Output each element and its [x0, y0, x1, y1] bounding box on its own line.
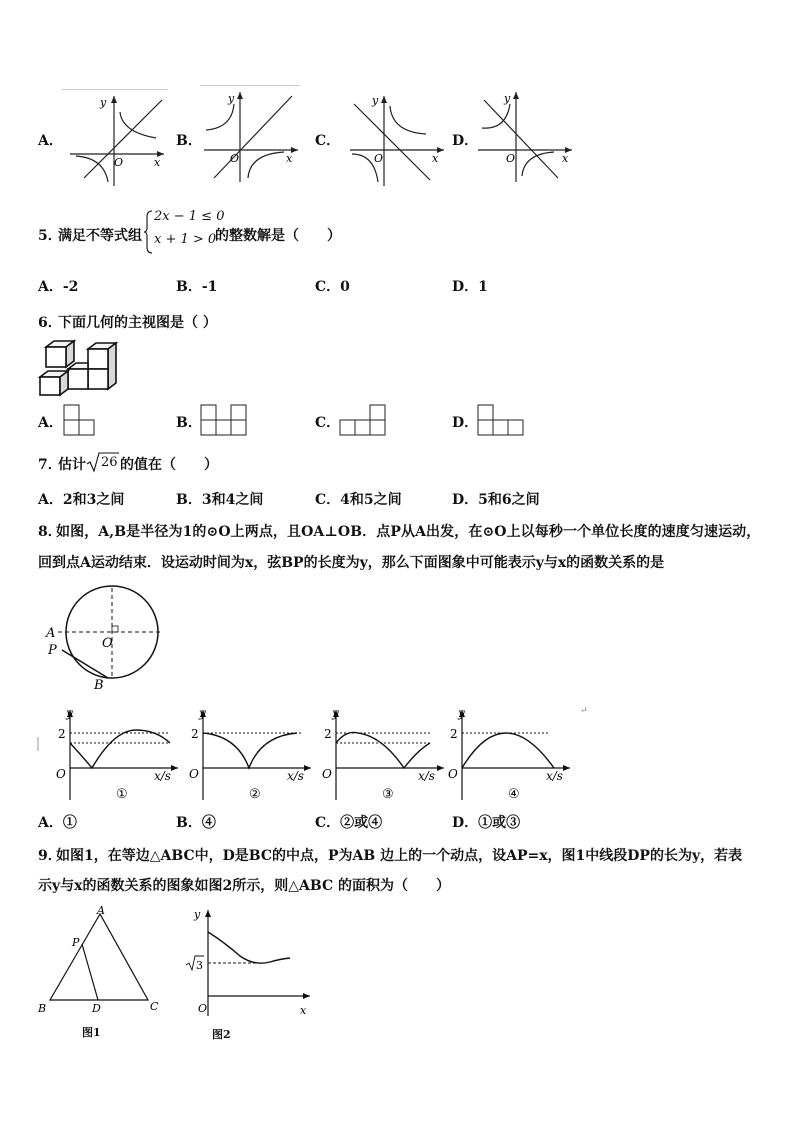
- q7-option-a[interactable]: [38, 489, 124, 509]
- y-axis-label: y: [504, 92, 511, 105]
- q6-option-c-figure[interactable]: [339, 404, 387, 436]
- q7-option-c[interactable]: [315, 489, 402, 509]
- y-axis-label: y: [332, 706, 339, 720]
- option-text: 0: [340, 279, 350, 295]
- option-letter: C．: [315, 492, 341, 508]
- q9-figure-1-caption: 图1: [82, 1026, 101, 1039]
- q4-graph-c: [346, 92, 446, 188]
- option-text: -1: [201, 279, 218, 295]
- option-text: 5和6之间: [478, 492, 540, 508]
- option-text: 4和5之间: [340, 492, 402, 508]
- y-axis-label: y: [66, 706, 73, 720]
- option-letter: D．: [452, 279, 479, 295]
- q5-inequality-2: x + 1 > 0: [154, 232, 217, 247]
- q6-option-b-figure[interactable]: [200, 404, 248, 436]
- q6-option-a-letter[interactable]: A．: [38, 415, 63, 431]
- y-axis-label: y: [199, 706, 206, 720]
- option-letter: D．: [452, 815, 479, 831]
- q5-option-c[interactable]: [315, 276, 350, 296]
- x-axis-label: x/s: [418, 769, 435, 783]
- q8-graph-4: [444, 706, 574, 802]
- q8-graph-1: [52, 706, 182, 802]
- q5-stem-after: 的整数解是（ ）: [215, 228, 341, 244]
- option-letter: B．: [176, 815, 202, 831]
- q9-triangle-figure: [34, 904, 164, 1022]
- q7-radicand: 26: [101, 455, 118, 470]
- option-letter: B．: [176, 279, 202, 295]
- origin-label: O: [374, 152, 384, 165]
- origin-label: O: [322, 767, 332, 781]
- q8-number: 8．: [38, 524, 62, 540]
- q9-graph-figure: [180, 904, 320, 1020]
- origin-label: O: [56, 767, 66, 781]
- graph-number: ②: [249, 787, 261, 802]
- origin-label: O: [189, 767, 199, 781]
- q6-option-d-figure[interactable]: [477, 404, 525, 436]
- two-label: 2: [191, 727, 199, 741]
- triangle-label-b: B: [38, 1002, 47, 1015]
- x-axis-label: x/s: [154, 769, 171, 783]
- x-axis-label: x/s: [546, 769, 563, 783]
- origin-label: O: [198, 1002, 208, 1015]
- q4-option-c-letter[interactable]: C．: [315, 133, 341, 149]
- q8-graph-2: [185, 706, 315, 802]
- q6-option-b-letter[interactable]: B．: [176, 415, 202, 431]
- q4-option-b-letter[interactable]: B．: [176, 133, 202, 149]
- option-text: ②或④: [340, 815, 383, 831]
- q8-circle-figure: [44, 588, 164, 692]
- q6-option-c-letter[interactable]: C．: [315, 415, 341, 431]
- q7-stem-after: 的值在（ ）: [120, 457, 218, 473]
- q7-option-b[interactable]: [176, 489, 263, 509]
- x-axis-label: x: [432, 152, 439, 165]
- option-letter: A．: [38, 279, 63, 295]
- triangle-label-d: D: [92, 1002, 101, 1015]
- q9-number: 9．: [38, 848, 62, 864]
- q7-option-d[interactable]: [452, 489, 540, 509]
- origin-label: O: [448, 767, 458, 781]
- q5-option-b[interactable]: [176, 276, 217, 296]
- q9-stem-line-2: 示y与x的函数关系的图象如图2所示，则△ABC 的面积为（ ）: [38, 878, 450, 894]
- q9-figure-2-caption: 图2: [212, 1028, 231, 1041]
- q4-graph-d: [474, 88, 574, 184]
- q6-cube-figure: [38, 339, 120, 397]
- q6-option-a-figure[interactable]: [63, 404, 95, 436]
- triangle-label-p: P: [72, 936, 80, 949]
- circle-label-a: A: [46, 626, 56, 641]
- option-text: 3和4之间: [201, 492, 264, 508]
- graph-number: ③: [382, 787, 394, 802]
- circle-label-o: O: [102, 636, 113, 651]
- q5-stem-before: 满足不等式组: [58, 228, 142, 244]
- option-letter: B．: [176, 492, 202, 508]
- x-axis-label: x: [154, 156, 161, 169]
- option-letter: D．: [452, 492, 479, 508]
- option-text: ④: [201, 815, 216, 831]
- option-text: -2: [62, 279, 79, 295]
- q4-graph-a: [66, 92, 166, 188]
- two-label: 2: [450, 727, 458, 741]
- q5-option-d[interactable]: [452, 276, 488, 296]
- q8-stem-line-2: 回到点A运动结束．设运动时间为x，弦BP的长度为y，那么下面图象中可能表示y与x的函数关系的是: [38, 555, 665, 571]
- x-axis-label: x: [300, 1004, 307, 1017]
- q5-number: 5．: [38, 228, 62, 244]
- scan-mark: [37, 737, 39, 751]
- return-mark-icon: ↵: [580, 706, 588, 716]
- triangle-label-c: C: [150, 1000, 159, 1013]
- origin-label: O: [506, 152, 516, 165]
- q6-stem: 下面几何的主视图是（ ）: [58, 315, 217, 331]
- x-axis-label: x: [286, 152, 293, 165]
- two-label: 2: [324, 727, 332, 741]
- y-axis-label: y: [100, 96, 107, 109]
- q4-option-d-letter[interactable]: D．: [452, 133, 479, 149]
- circle-label-b: B: [94, 678, 104, 693]
- q9-stem-line-1: 如图1，在等边△ABC中，D是BC的中点，P为AB 边上的一个动点，设AP=x，图1中线段DP的长为y，若表: [56, 848, 743, 864]
- q8-graph-3: [318, 706, 448, 802]
- graph-number: ①: [116, 787, 128, 802]
- two-label: 2: [58, 727, 66, 741]
- y-axis-label: y: [458, 706, 465, 720]
- q8-option-c[interactable]: [315, 812, 382, 832]
- sqrt-radicand: 3: [196, 959, 203, 972]
- triangle-label-a: A: [97, 904, 105, 917]
- option-text: 2和3之间: [62, 492, 125, 508]
- y-axis-label: y: [228, 92, 235, 105]
- q5-option-a[interactable]: [38, 276, 78, 296]
- q8-option-a[interactable]: [38, 812, 77, 832]
- scan-line: [200, 85, 300, 86]
- q7-number: 7．: [38, 457, 62, 473]
- option-letter: A．: [38, 815, 63, 831]
- q6-option-d-letter[interactable]: D．: [452, 415, 479, 431]
- scan-line: [62, 89, 168, 90]
- q6-number: 6．: [38, 315, 62, 331]
- option-letter: C．: [315, 815, 341, 831]
- option-text: 1: [478, 279, 488, 295]
- origin-label: O: [114, 156, 124, 169]
- circle-label-p: P: [48, 643, 57, 658]
- q8-option-d[interactable]: [452, 812, 520, 832]
- graph-number: ④: [508, 787, 520, 802]
- q7-stem-before: 估计: [58, 457, 86, 473]
- x-axis-label: x: [562, 152, 569, 165]
- y-axis-label: y: [194, 908, 201, 921]
- option-text: ①: [62, 815, 77, 831]
- option-letter: C．: [315, 279, 341, 295]
- q4-option-a-letter[interactable]: A．: [38, 133, 63, 149]
- origin-label: O: [230, 152, 240, 165]
- option-letter: A．: [38, 492, 63, 508]
- x-axis-label: x/s: [287, 769, 304, 783]
- q8-stem-line-1: 如图，A,B是半径为1的⊙O上两点，且OA⊥OB．点P从A出发，在⊙O上以每秒一个单位长度的速度匀速运动，: [56, 524, 761, 540]
- q8-option-b[interactable]: [176, 812, 216, 832]
- y-axis-label: y: [372, 94, 379, 107]
- q5-brace: [144, 209, 154, 255]
- q5-inequality-1: 2x − 1 ≤ 0: [154, 209, 225, 224]
- option-text: ①或③: [478, 815, 521, 831]
- q4-graph-b: [200, 88, 300, 184]
